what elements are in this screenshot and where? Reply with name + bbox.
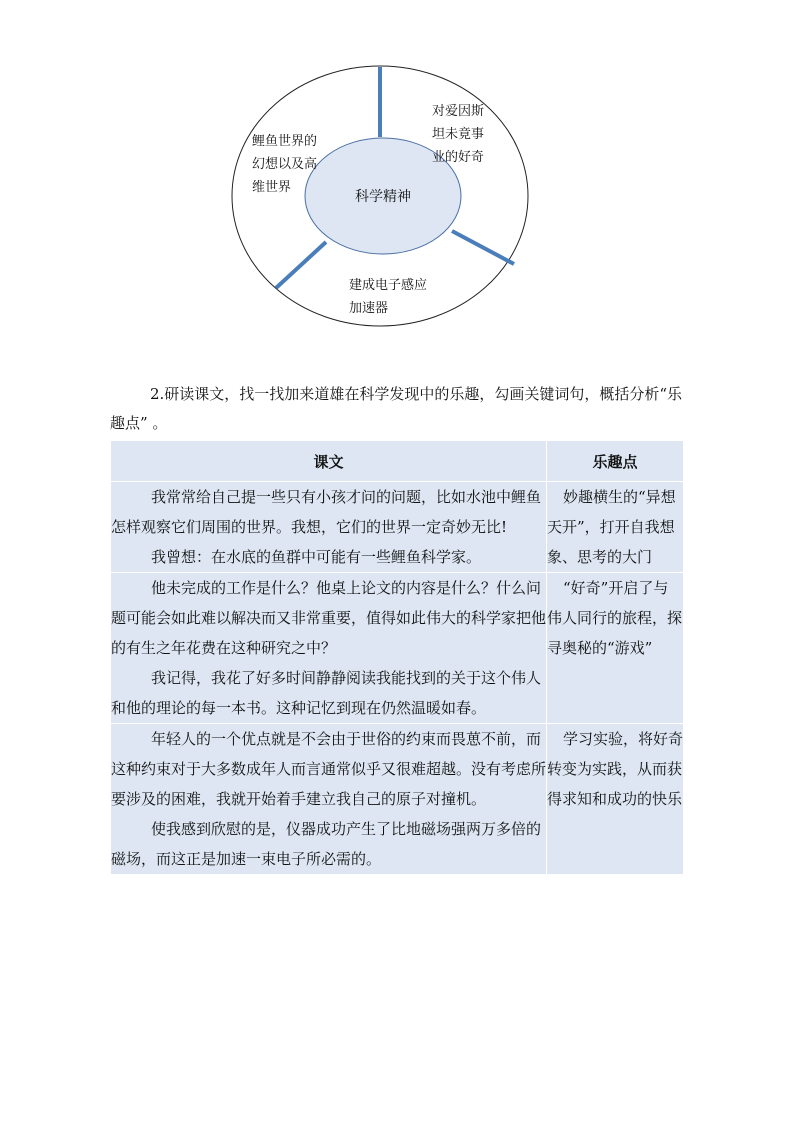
fun-cell (547, 482, 684, 573)
header-fun: 乐趣点 (547, 441, 684, 482)
table-header-row (111, 441, 684, 482)
paragraph: 我常常给自己提一些只有小孩才问的问题，比如水池中鲤鱼怎样观察它们周围的世界。我想，它们的世界一定奇妙无比! (111, 488, 542, 536)
paragraph: 他未完成的工作是什么？他桌上论文的内容是什么？什么问题可能会如此难以解决而又非常重要，值得如此伟大的科学家把他的有生之年花费在这种研究之中？ (111, 579, 547, 657)
text-cell (111, 724, 547, 875)
fun-point: “好奇”开启了与伟人同行的旅程，探寻奥秘的“游戏” (547, 579, 683, 657)
text-cell (111, 573, 547, 724)
bottom-label: 建成电子感应 加速器 (349, 278, 428, 316)
table-row (111, 724, 684, 875)
top-right-label: 对爱因斯 坦未竟事 业的好奇 (432, 104, 485, 165)
lesson-table (110, 440, 684, 875)
table-row (111, 573, 684, 724)
table-row (111, 482, 684, 573)
question-text: 2.研读课文，找一找加来道雄在科学发现中的乐趣，勾画关键词句，概括分析“乐趣点” 。 (110, 385, 682, 432)
paragraph: 年轻人的一个优点就是不会由于世俗的约束而畏葸不前，而这种约束对于大多数成年人而言通常似乎又很难超越。没有考虑所要涉及的困难，我就开始着手建立我自己的原子对撞机。 (111, 730, 547, 808)
fun-point: 妙趣横生的“异想天开”，打开自我想象、思考的大门 (547, 488, 676, 566)
fun-cell (547, 573, 684, 724)
fun-point: 学习实验，将好奇转变为实践，从而获得求知和成功的快乐 (547, 730, 684, 808)
paragraph: 使我感到欣慰的是，仪器成功产生了比地磁场强两万多倍的磁场，而这正是加速一束电子所必需的。 (111, 820, 542, 868)
center-label: 科学精神 (355, 189, 411, 205)
fun-cell (547, 724, 684, 875)
paragraph: 我记得，我花了好多时间静静阅读我能找到的关于这个伟人和他的理论的每一本书。这种记忆到现在仍然温暖如春。 (111, 669, 542, 717)
text-cell (111, 482, 547, 573)
paragraph: 我曾想：在水底的鱼群中可能有一些鲤鱼科学家。 (151, 548, 482, 566)
left-label: 鲤鱼世界的 幻想以及高 维世界 (252, 134, 318, 195)
header-text: 课文 (111, 441, 547, 482)
